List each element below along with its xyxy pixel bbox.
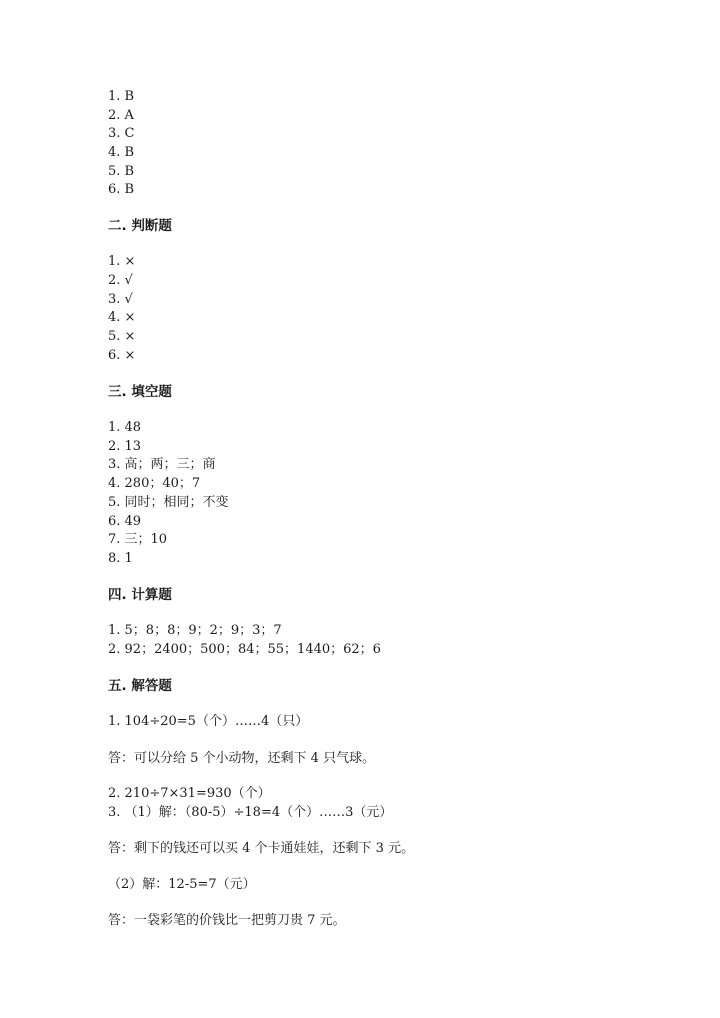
solution-line-3: 3. （1）解：（80-5）÷18=4（个）……3（元） xyxy=(108,805,393,820)
fill-answer-8: 8. 1 xyxy=(108,551,133,566)
choice-answer-4: 4. B xyxy=(108,145,135,160)
choice-answer-1: 1. B xyxy=(108,89,135,104)
solution-answer-1: 答：可以分给 5 个小动物，还剩下 4 只气球。 xyxy=(108,751,376,766)
calc-answer-2: 2. 92；2400；500；84；55；1440；62；6 xyxy=(108,642,381,657)
choice-answer-3: 3. C xyxy=(108,126,135,141)
fill-answer-3: 3. 高；两；三；商 xyxy=(108,457,216,472)
fill-answer-1: 1. 48 xyxy=(108,420,142,435)
choice-answer-5: 5. B xyxy=(108,164,135,179)
fill-answer-7: 7. 三；10 xyxy=(108,532,168,547)
solution-line-2: 2. 210÷7×31=930（个） xyxy=(108,786,271,801)
fill-answer-4: 4. 280；40；7 xyxy=(108,476,201,491)
choice-answer-6: 6. B xyxy=(108,182,135,197)
judgment-answer-6: 6. × xyxy=(108,348,136,363)
fill-answer-5: 5. 同时；相同；不变 xyxy=(108,495,229,510)
choice-answer-2: 2. A xyxy=(108,108,134,123)
judgment-answer-3: 3. √ xyxy=(108,292,133,307)
fill-answer-6: 6. 49 xyxy=(108,514,142,529)
calc-answer-1: 1. 5；8；8；9；2；9；3；7 xyxy=(108,623,282,638)
judgment-answer-4: 4. × xyxy=(108,310,136,325)
solution-line-3-2: （2）解：12-5=7（元） xyxy=(108,877,256,892)
judgment-answer-1: 1. × xyxy=(108,254,136,269)
section-heading-calculation: 四. 计算题 xyxy=(108,587,172,603)
fill-answer-2: 2. 13 xyxy=(108,439,142,454)
solution-line-1: 1. 104÷20=5（个）……4（只） xyxy=(108,714,309,729)
solution-answer-3-2: 答：一袋彩笔的价钱比一把剪刀贵 7 元。 xyxy=(108,913,346,928)
section-heading-judgment: 二. 判断题 xyxy=(108,218,172,234)
judgment-answer-5: 5. × xyxy=(108,329,136,344)
solution-answer-3-1: 答：剩下的钱还可以买 4 个卡通娃娃，还剩下 3 元。 xyxy=(108,841,415,856)
section-heading-word-problems: 五. 解答题 xyxy=(108,678,172,694)
section-heading-fill-blank: 三. 填空题 xyxy=(108,384,172,400)
judgment-answer-2: 2. √ xyxy=(108,273,133,288)
